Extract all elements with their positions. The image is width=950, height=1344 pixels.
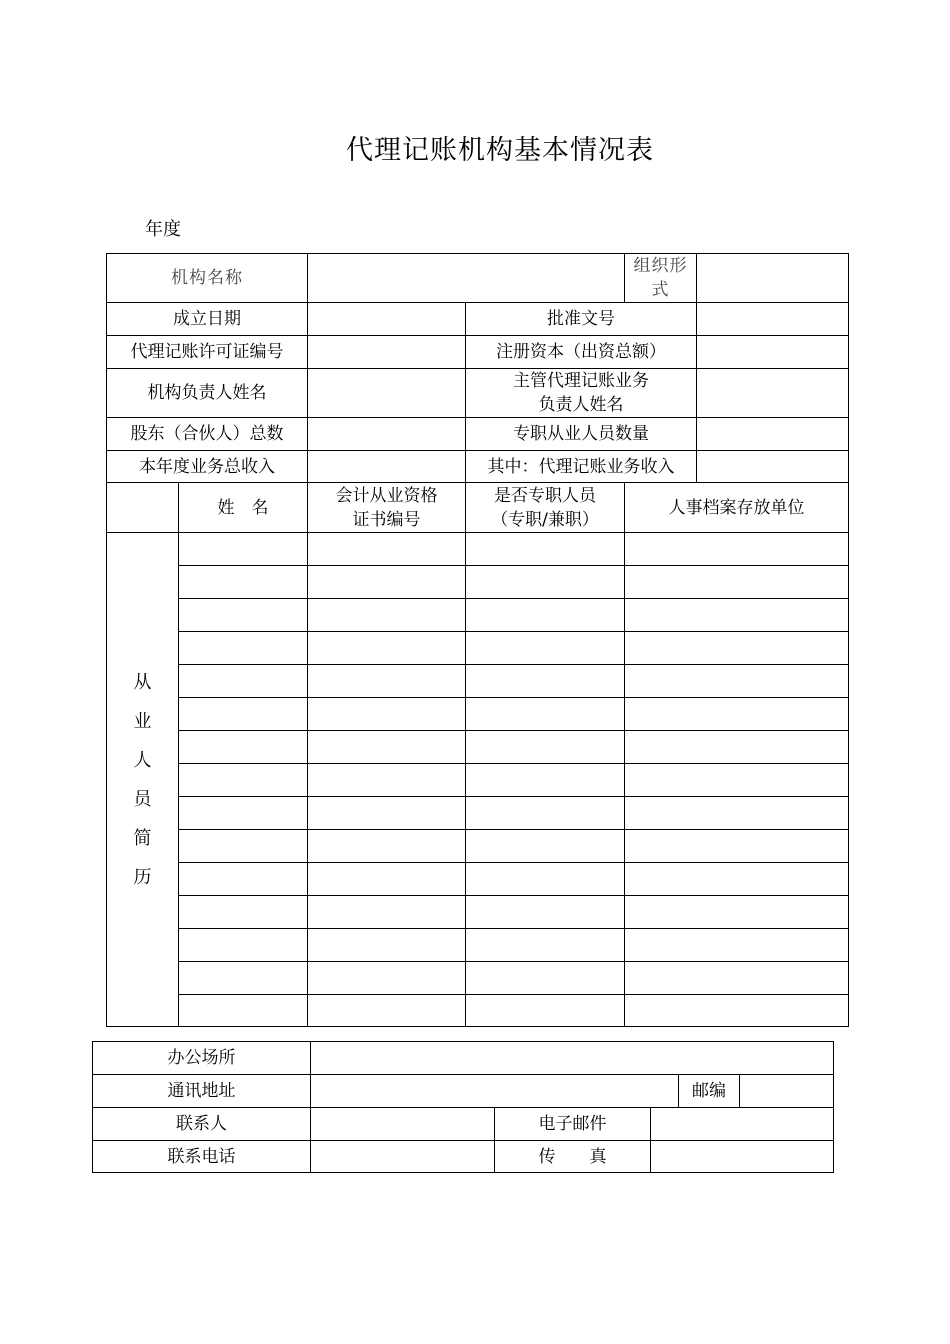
staff-fulltime-cell[interactable] — [466, 863, 625, 896]
approval-no-label: 批准文号 — [466, 303, 697, 336]
staff-header-cert — [308, 483, 466, 533]
registered-capital-field[interactable] — [697, 336, 849, 369]
staff-cert-cell[interactable] — [308, 698, 466, 731]
staff-archive-cell[interactable] — [625, 632, 849, 665]
staff-fulltime-cell[interactable] — [466, 698, 625, 731]
shareholders-field[interactable] — [308, 418, 466, 451]
staff-fulltime-cell[interactable] — [466, 632, 625, 665]
staff-header-fulltime-line1: 是否专职人员 — [494, 485, 596, 506]
staff-name-cell[interactable] — [179, 665, 308, 698]
staff-fulltime-cell[interactable] — [466, 896, 625, 929]
side-char: 从 — [133, 671, 152, 693]
org-form-field[interactable] — [697, 254, 849, 303]
email-label: 电子邮件 — [495, 1108, 651, 1141]
founded-date-label: 成立日期 — [107, 303, 308, 336]
side-char: 员 — [133, 788, 152, 810]
registered-capital-label: 注册资本（出资总额） — [466, 336, 697, 369]
staff-archive-cell[interactable] — [625, 599, 849, 632]
staff-fulltime-cell[interactable] — [466, 533, 625, 566]
staff-fulltime-cell[interactable] — [466, 764, 625, 797]
staff-header-cert-line2: 证书编号 — [352, 509, 421, 530]
staff-archive-cell[interactable] — [625, 896, 849, 929]
staff-cert-cell[interactable] — [308, 731, 466, 764]
contact-info-table — [92, 1041, 834, 1173]
staff-fulltime-cell[interactable] — [466, 995, 625, 1027]
staff-row — [107, 566, 849, 599]
staff-row — [107, 599, 849, 632]
staff-row — [107, 896, 849, 929]
staff-cert-cell[interactable] — [308, 896, 466, 929]
staff-fulltime-cell[interactable] — [466, 599, 625, 632]
staff-fulltime-cell[interactable] — [466, 830, 625, 863]
staff-row — [107, 929, 849, 962]
staff-row — [107, 764, 849, 797]
year-label: 年度 — [145, 219, 181, 240]
side-char: 人 — [133, 749, 152, 771]
staff-header-cert-line1: 会计从业资格 — [335, 485, 438, 506]
staff-name-cell[interactable] — [179, 764, 308, 797]
staff-cert-cell[interactable] — [308, 632, 466, 665]
fax-label: 传 真 — [495, 1141, 651, 1173]
staff-name-cell[interactable] — [179, 995, 308, 1027]
head-name-field[interactable] — [308, 369, 466, 418]
license-no-field[interactable] — [308, 336, 466, 369]
staff-row — [107, 863, 849, 896]
staff-row — [107, 995, 849, 1027]
fax-field[interactable] — [651, 1141, 834, 1173]
staff-cert-cell[interactable] — [308, 797, 466, 830]
staff-row — [107, 962, 849, 995]
staff-header-blank — [107, 483, 179, 533]
founded-date-field[interactable] — [308, 303, 466, 336]
staff-cert-cell[interactable] — [308, 533, 466, 566]
supervisor-name-label — [466, 369, 697, 418]
shareholders-label: 股东（合伙人）总数 — [107, 418, 308, 451]
staff-archive-cell[interactable] — [625, 731, 849, 764]
office-field[interactable] — [311, 1042, 834, 1075]
phone-field[interactable] — [311, 1141, 495, 1173]
staff-header-archive: 人事档案存放单位 — [625, 483, 849, 533]
staff-archive-cell[interactable] — [625, 962, 849, 995]
supervisor-name-field[interactable] — [697, 369, 849, 418]
license-no-label: 代理记账许可证编号 — [107, 336, 308, 369]
staff-cert-cell[interactable] — [308, 566, 466, 599]
staff-archive-cell[interactable] — [625, 797, 849, 830]
address-field[interactable] — [311, 1075, 679, 1108]
staff-cert-cell[interactable] — [308, 764, 466, 797]
staff-name-cell[interactable] — [179, 863, 308, 896]
staff-fulltime-cell[interactable] — [466, 665, 625, 698]
staff-archive-cell[interactable] — [625, 863, 849, 896]
staff-fulltime-cell[interactable] — [466, 797, 625, 830]
staff-cert-cell[interactable] — [308, 995, 466, 1027]
staff-archive-cell[interactable] — [625, 830, 849, 863]
head-name-label: 机构负责人姓名 — [107, 369, 308, 418]
staff-name-cell[interactable] — [179, 797, 308, 830]
staff-row — [107, 797, 849, 830]
side-char: 简 — [133, 827, 152, 849]
bookkeeping-revenue-label: 其中：代理记账业务收入 — [466, 451, 697, 483]
staff-row — [107, 731, 849, 764]
phone-label: 联系电话 — [93, 1141, 311, 1173]
staff-name-cell[interactable] — [179, 566, 308, 599]
side-char: 历 — [133, 866, 152, 888]
staff-cert-cell[interactable] — [308, 599, 466, 632]
staff-row — [107, 698, 849, 731]
staff-header-fulltime-line2: （专职/兼职） — [491, 509, 599, 530]
staff-header-fulltime — [466, 483, 625, 533]
org-name-field[interactable] — [308, 254, 625, 303]
office-label: 办公场所 — [93, 1042, 311, 1075]
staff-name-cell[interactable] — [179, 962, 308, 995]
staff-name-cell[interactable] — [179, 929, 308, 962]
annual-revenue-field[interactable] — [308, 451, 466, 483]
staff-cert-cell[interactable] — [308, 962, 466, 995]
staff-fulltime-cell[interactable] — [466, 566, 625, 599]
contact-person-field[interactable] — [311, 1108, 495, 1141]
staff-header-name: 姓 名 — [179, 483, 308, 533]
staff-name-cell[interactable] — [179, 830, 308, 863]
staff-archive-cell[interactable] — [625, 764, 849, 797]
address-label: 通讯地址 — [93, 1075, 311, 1108]
staff-name-cell[interactable] — [179, 731, 308, 764]
staff-name-cell[interactable] — [179, 632, 308, 665]
staff-fulltime-cell[interactable] — [466, 929, 625, 962]
email-field[interactable] — [651, 1108, 834, 1141]
annual-revenue-label: 本年度业务总收入 — [107, 451, 308, 483]
staff-name-cell[interactable] — [179, 599, 308, 632]
contact-person-label: 联系人 — [93, 1108, 311, 1141]
staff-name-cell[interactable] — [179, 533, 308, 566]
side-char: 业 — [133, 710, 152, 732]
staff-row — [107, 632, 849, 665]
staff-cert-cell[interactable] — [308, 665, 466, 698]
org-form-label: 组织形式 — [625, 254, 697, 303]
page-title: 代理记账机构基本情况表 — [346, 135, 654, 166]
supervisor-name-line1: 主管代理记账业务 — [513, 371, 649, 391]
approval-no-field[interactable] — [697, 303, 849, 336]
staff-archive-cell[interactable] — [625, 698, 849, 731]
staff-side-label — [107, 533, 179, 1027]
staff-row — [107, 533, 849, 566]
staff-fulltime-cell[interactable] — [466, 731, 625, 764]
postcode-field[interactable] — [740, 1075, 834, 1108]
staff-name-cell[interactable] — [179, 698, 308, 731]
fulltime-count-label: 专职从业人员数量 — [466, 418, 697, 451]
staff-archive-cell[interactable] — [625, 566, 849, 599]
supervisor-name-line2: 负责人姓名 — [538, 395, 624, 415]
staff-name-cell[interactable] — [179, 896, 308, 929]
staff-cert-cell[interactable] — [308, 929, 466, 962]
staff-fulltime-cell[interactable] — [466, 962, 625, 995]
staff-row — [107, 830, 849, 863]
org-name-label: 机构名称 — [107, 254, 308, 303]
postcode-label: 邮编 — [679, 1075, 740, 1108]
staff-row — [107, 665, 849, 698]
staff-archive-cell[interactable] — [625, 929, 849, 962]
staff-archive-cell[interactable] — [625, 995, 849, 1027]
fulltime-count-field[interactable] — [697, 418, 849, 451]
staff-cert-cell[interactable] — [308, 830, 466, 863]
basic-info-table — [106, 253, 849, 1027]
bookkeeping-revenue-field[interactable] — [697, 451, 849, 483]
staff-archive-cell[interactable] — [625, 665, 849, 698]
staff-archive-cell[interactable] — [625, 533, 849, 566]
staff-cert-cell[interactable] — [308, 863, 466, 896]
